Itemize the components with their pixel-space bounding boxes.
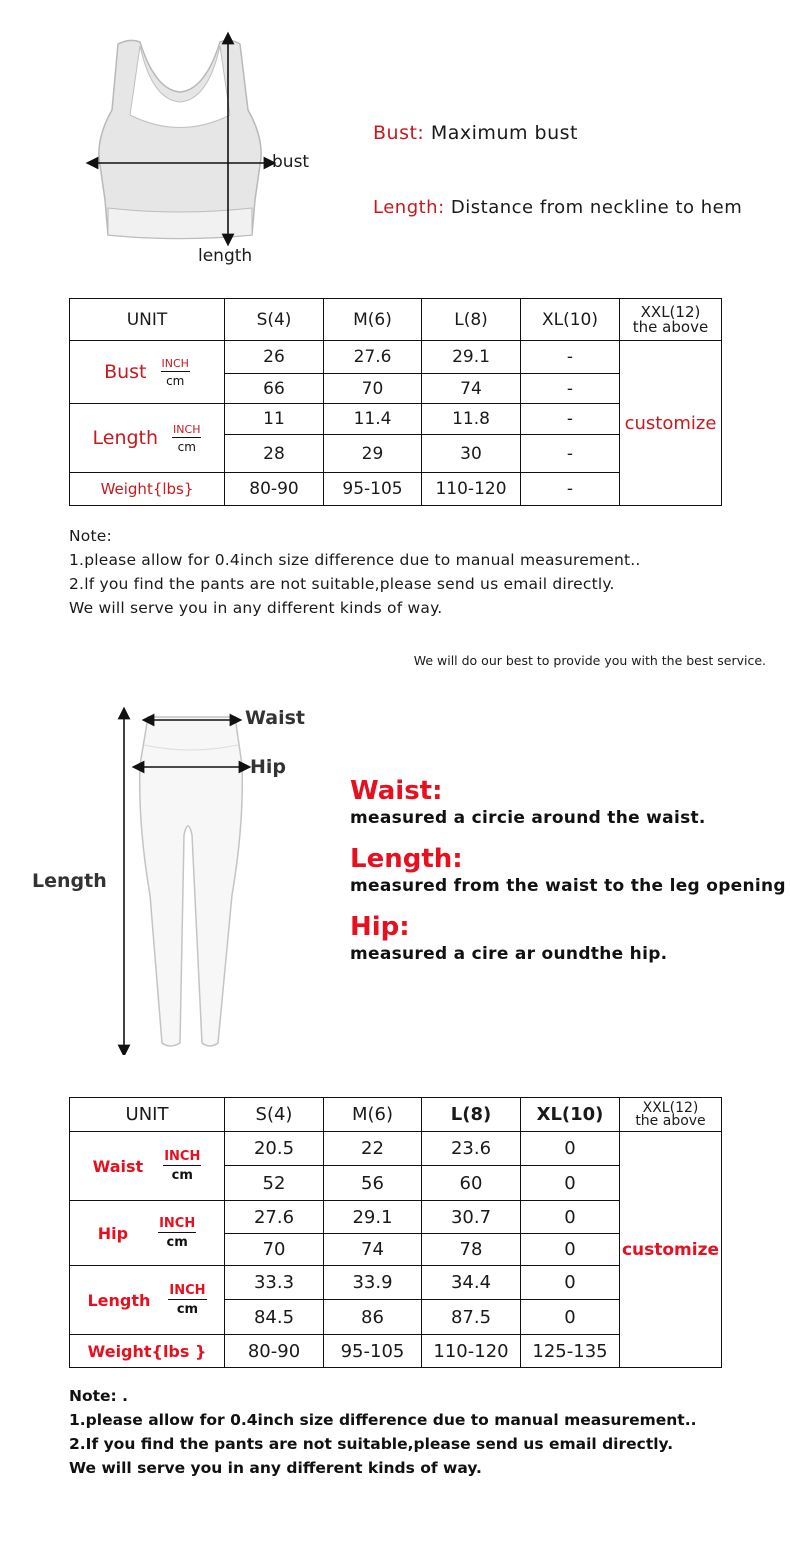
hip-measure-label: Hip	[250, 756, 287, 778]
pants-definitions	[350, 776, 786, 964]
weight-label: Weight{lbs }	[70, 1335, 225, 1368]
cell: 56	[324, 1166, 422, 1201]
cell: 0	[521, 1166, 620, 1201]
weight-label: Weight{lbs}	[70, 473, 225, 506]
table-row	[70, 1132, 722, 1166]
length-definition	[373, 197, 742, 218]
header-unit: UNIT	[70, 1098, 225, 1132]
cell: 29.1	[324, 1201, 422, 1234]
header-xxl-line1: XXL(12)	[640, 302, 701, 321]
waist-term: Waist:	[350, 776, 443, 806]
header-xxl	[620, 299, 722, 341]
row-label-length	[70, 1266, 225, 1335]
cell: 11	[225, 404, 324, 435]
cell: 0	[521, 1132, 620, 1166]
row-label-waist	[70, 1132, 225, 1201]
header-s: S(4)	[225, 299, 324, 341]
length-label-text: Length	[87, 1290, 151, 1310]
pants-length-measure-label: Length	[32, 870, 107, 892]
cell: 80-90	[225, 1335, 324, 1368]
length-label-text: Length	[92, 427, 159, 449]
pants-size-table	[69, 1097, 722, 1368]
cell: 34.4	[422, 1266, 521, 1300]
cell: -	[521, 374, 620, 404]
length-term: Length:	[350, 844, 463, 874]
hip-desc: measured a cire ar oundthe hip.	[350, 944, 668, 964]
cell: -	[521, 435, 620, 473]
table-header-row	[70, 299, 722, 341]
header-xxl-line1: XXL(12)	[642, 1099, 699, 1116]
note-line: 2.If you find the pants are not suitable,please send us email directly.	[69, 1435, 674, 1453]
cell: 30.7	[422, 1201, 521, 1234]
cell: 0	[521, 1266, 620, 1300]
unit-fraction	[163, 1150, 201, 1182]
waist-label-text: Waist	[92, 1156, 144, 1176]
cell: 95-105	[324, 1335, 422, 1368]
cell: -	[521, 404, 620, 435]
unit-inch: INCH	[159, 1216, 196, 1231]
unit-fraction	[158, 1217, 196, 1249]
unit-inch: INCH	[161, 356, 189, 370]
header-xxl-line2: the above	[632, 317, 709, 336]
cell: 60	[422, 1166, 521, 1201]
cell: 84.5	[225, 1300, 324, 1335]
cell: 74	[422, 374, 521, 404]
cell: 22	[324, 1132, 422, 1166]
cell: 20.5	[225, 1132, 324, 1166]
cell: 29.1	[422, 341, 521, 374]
customize-cell: customize	[620, 341, 722, 506]
hip-label-text: Hip	[97, 1223, 129, 1243]
unit-fraction	[168, 1284, 206, 1316]
unit-inch: INCH	[173, 422, 201, 436]
cell: 74	[324, 1234, 422, 1266]
cell: 28	[225, 435, 324, 473]
note-line: We will serve you in any different kinds of way.	[69, 1459, 482, 1477]
cell: 27.6	[225, 1201, 324, 1234]
cell: 95-105	[324, 473, 422, 506]
header-l: L(8)	[422, 1098, 521, 1132]
note-line: 2.lf you find the pants are not suitable,please send us email directly.	[69, 575, 615, 593]
cell: 0	[521, 1234, 620, 1266]
row-label-hip	[70, 1201, 225, 1266]
header-xxl	[620, 1098, 722, 1132]
cell: 33.9	[324, 1266, 422, 1300]
header-s: S(4)	[225, 1098, 324, 1132]
unit-cm: cm	[171, 1168, 193, 1183]
note-title: Note:	[69, 527, 112, 545]
unit-fraction	[161, 358, 190, 387]
cell: 29	[324, 435, 422, 473]
unit-inch: INCH	[164, 1149, 201, 1164]
leggings-illustration	[110, 705, 260, 1055]
note-block-1	[69, 524, 641, 620]
length-desc: measured from the waist to the leg opening	[350, 876, 786, 896]
waist-measure-label: Waist	[245, 707, 306, 729]
row-label-bust	[70, 341, 225, 404]
cell: 0	[521, 1201, 620, 1234]
cell: 66	[225, 374, 324, 404]
customize-cell: customize	[620, 1132, 722, 1368]
bust-measure-label: bust	[272, 152, 310, 172]
length-desc: Distance from neckline to hem	[450, 197, 743, 218]
note-line: 1.please allow for 0.4inch size difference due to manual measurement..	[69, 1411, 697, 1429]
cell: 110-120	[422, 1335, 521, 1368]
cell: 11.4	[324, 404, 422, 435]
cell: 11.8	[422, 404, 521, 435]
cell: 86	[324, 1300, 422, 1335]
row-label-length	[70, 404, 225, 473]
cell: 26	[225, 341, 324, 374]
cell: 33.3	[225, 1266, 324, 1300]
header-l: L(8)	[422, 299, 521, 341]
unit-cm: cm	[177, 439, 196, 454]
cell: 0	[521, 1300, 620, 1335]
unit-cm: cm	[166, 373, 185, 388]
cell: 23.6	[422, 1132, 521, 1166]
header-m: M(6)	[324, 299, 422, 341]
cell: -	[521, 341, 620, 374]
table-header-row	[70, 1098, 722, 1132]
note-line: We will serve you in any different kinds of way.	[69, 599, 443, 617]
cell: 80-90	[225, 473, 324, 506]
sports-bra-illustration	[80, 30, 280, 250]
unit-cm: cm	[176, 1302, 199, 1317]
unit-cm: cm	[166, 1235, 188, 1250]
cell: 52	[225, 1166, 324, 1201]
length-term: Length:	[373, 197, 445, 218]
note-line: 1.please allow for 0.4inch size difference due to manual measurement..	[69, 551, 641, 569]
cell: 78	[422, 1234, 521, 1266]
bust-term: Bust:	[373, 122, 425, 144]
cell: 70	[324, 374, 422, 404]
cell: 87.5	[422, 1300, 521, 1335]
header-xxl-line2: the above	[635, 1112, 706, 1129]
cell: 110-120	[422, 473, 521, 506]
cell: 27.6	[324, 341, 422, 374]
bust-label-text: Bust	[104, 361, 147, 383]
cell: 30	[422, 435, 521, 473]
hip-term: Hip:	[350, 912, 410, 942]
unit-inch: INCH	[169, 1283, 206, 1298]
note-block-2	[69, 1384, 697, 1480]
header-xl: XL(10)	[521, 299, 620, 341]
cell: 70	[225, 1234, 324, 1266]
length-measure-label: length	[198, 246, 253, 266]
waist-desc: measured a circie around the waist.	[350, 808, 706, 828]
bra-size-table	[69, 298, 722, 506]
header-unit: UNIT	[70, 299, 225, 341]
note-title: Note: .	[69, 1387, 129, 1405]
header-m: M(6)	[324, 1098, 422, 1132]
table-row	[70, 341, 722, 374]
cell: 125-135	[521, 1335, 620, 1368]
service-text: We will do our best to provide you with the best service.	[413, 653, 766, 668]
unit-fraction	[172, 424, 201, 453]
cell: -	[521, 473, 620, 506]
bust-desc: Maximum bust	[430, 122, 578, 144]
bust-definition	[373, 122, 578, 144]
header-xl: XL(10)	[521, 1098, 620, 1132]
